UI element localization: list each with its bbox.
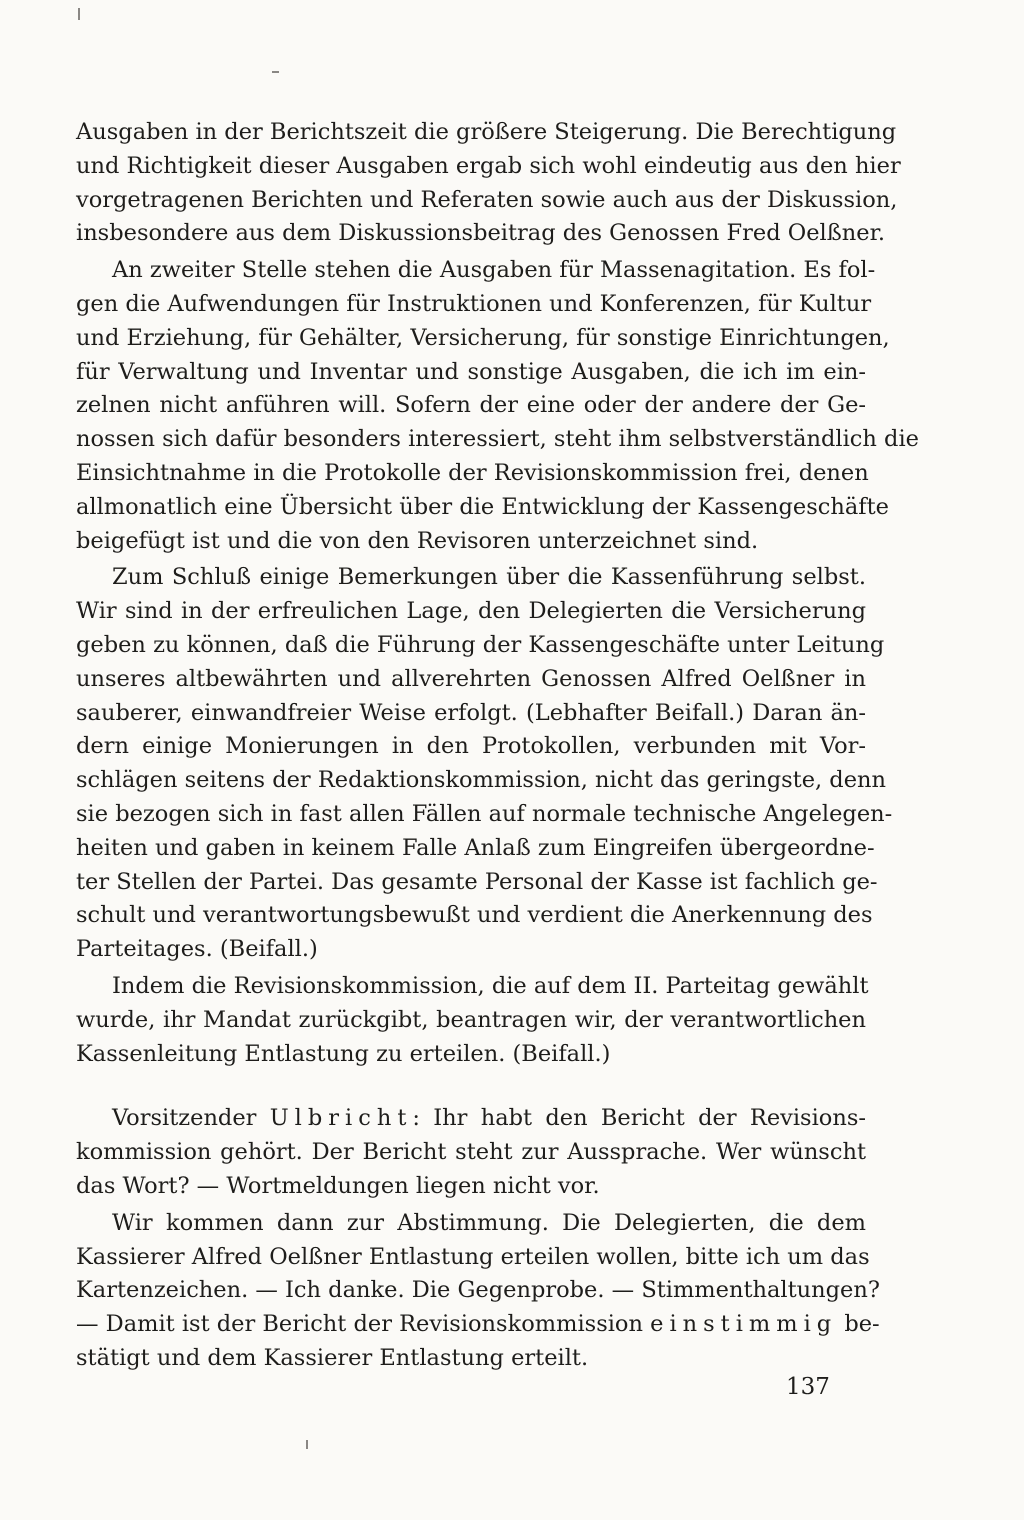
text-line: gen die Aufwendungen für Instruktionen und Konferenzen, für Kultur bbox=[76, 290, 872, 317]
document-page bbox=[76, 116, 919, 1379]
text-line: An zweiter Stelle stehen die Ausgaben für Massenagitation. Es fol- bbox=[112, 257, 876, 284]
text-line: sie bezogen sich in fast allen Fällen auf normale technische Angelegen- bbox=[76, 800, 893, 827]
text-line: und Erziehung, für Gehälter, Versicherung, für sonstige Einrichtungen, bbox=[76, 324, 890, 351]
speech-line-rest: : Ihr habt den Bericht der Revisions- bbox=[412, 1105, 866, 1132]
paragraph-3 bbox=[76, 561, 893, 967]
text-line: wurde, ihr Mandat zurückgibt, beantragen wir, der verantwortlichen bbox=[76, 1006, 866, 1033]
text-line: stätigt und dem Kassierer Entlastung erteilt. bbox=[76, 1344, 589, 1371]
scan-speck bbox=[78, 8, 80, 20]
text-line: insbesondere aus dem Diskussionsbeitrag des Genossen Fred Oelßner. bbox=[76, 220, 886, 247]
text-line: Kassenleitung Entlastung zu erteilen. (Beifall.) bbox=[76, 1040, 611, 1067]
page-number: 137 bbox=[786, 1374, 830, 1400]
text-line: für Verwaltung und Inventar und sonstige Ausgaben, die ich im ein- bbox=[76, 358, 866, 385]
text-line: Einsichtnahme in die Protokolle der Revisionskommission frei, denen bbox=[76, 459, 869, 486]
text-line: Ausgaben in der Berichtszeit die größere Steigerung. Die Berechtigung bbox=[76, 119, 897, 145]
speech-paragraph bbox=[76, 1102, 866, 1203]
vote-paragraph bbox=[76, 1207, 880, 1376]
text-line: beigefügt ist und die von den Revisoren unterzeichnet sind. bbox=[76, 527, 759, 554]
text-line: Parteitages. (Beifall.) bbox=[76, 936, 318, 963]
emphasis-word: einstimmig bbox=[650, 1311, 838, 1338]
text-line: unseres altbewährten und allverehrten Genossen Alfred Oelßner in bbox=[76, 665, 866, 692]
text-line: dern einige Monierungen in den Protokollen, verbunden mit Vor- bbox=[76, 733, 866, 760]
text-line: Kassierer Alfred Oelßner Entlastung erteilen wollen, bitte ich um das bbox=[76, 1243, 870, 1270]
text-line: schlägen seitens der Redaktionskommission, nicht das geringste, denn bbox=[76, 767, 887, 794]
text-line: schult und verantwortungsbewußt und verdient die Anerkennung des bbox=[76, 902, 873, 929]
text-line: Zum Schluß einige Bemerkungen über die Kassenführung selbst. bbox=[112, 564, 866, 591]
emphasis-after: be- bbox=[837, 1311, 880, 1338]
speaker-name: Ulbricht bbox=[269, 1105, 413, 1132]
section-gap bbox=[76, 1074, 866, 1102]
text-line: heiten und gaben in keinem Falle Anlaß zum Eingreifen übergeordne- bbox=[76, 834, 875, 861]
text-line: Wir sind in der erfreulichen Lage, den Delegierten die Versicherung bbox=[76, 598, 866, 625]
text-line: nossen sich dafür besonders interessiert, steht ihm selbstverständlich die bbox=[76, 426, 919, 453]
scan-speck bbox=[272, 71, 279, 73]
text-line: kommission gehört. Der Bericht steht zur Aussprache. Wer wünscht bbox=[76, 1139, 866, 1166]
emphasis-before: — Damit ist der Bericht der Revisionskommission bbox=[76, 1311, 651, 1338]
scan-speck bbox=[306, 1440, 308, 1449]
emphasis-line bbox=[76, 1308, 880, 1342]
speech-first-line bbox=[76, 1102, 866, 1136]
text-line: Kartenzeichen. — Ich danke. Die Gegenprobe. — Stimmenthaltungen? bbox=[76, 1277, 880, 1304]
speech-prefix: Vorsitzender bbox=[112, 1105, 270, 1132]
text-line: Indem die Revisionskommission, die auf dem II. Parteitag gewählt bbox=[112, 972, 869, 999]
text-line: zelnen nicht anführen will. Sofern der eine oder der andere der Ge- bbox=[76, 392, 866, 419]
paragraph-4 bbox=[76, 970, 869, 1071]
text-line: und Richtigkeit dieser Ausgaben ergab sich wohl eindeutig aus den hier bbox=[76, 152, 901, 179]
text-line: ter Stellen der Partei. Das gesamte Personal der Kasse ist fachlich ge- bbox=[76, 868, 878, 895]
text-line: das Wort? — Wortmeldungen liegen nicht vor. bbox=[76, 1172, 600, 1199]
text-line: geben zu können, daß die Führung der Kassengeschäfte unter Leitung bbox=[76, 631, 885, 658]
text-line: vorgetragenen Berichten und Referaten sowie auch aus der Diskussion, bbox=[76, 186, 898, 213]
paragraph-2 bbox=[76, 254, 919, 558]
text-line: Wir kommen dann zur Abstimmung. Die Delegierten, die dem bbox=[112, 1209, 866, 1236]
text-line: sauberer, einwandfreier Weise erfolgt. (Lebhafter Beifall.) Daran än- bbox=[76, 699, 866, 726]
text-line: allmonatlich eine Übersicht über die Entwicklung der Kassengeschäfte bbox=[76, 493, 889, 520]
paragraph-1 bbox=[76, 116, 901, 251]
